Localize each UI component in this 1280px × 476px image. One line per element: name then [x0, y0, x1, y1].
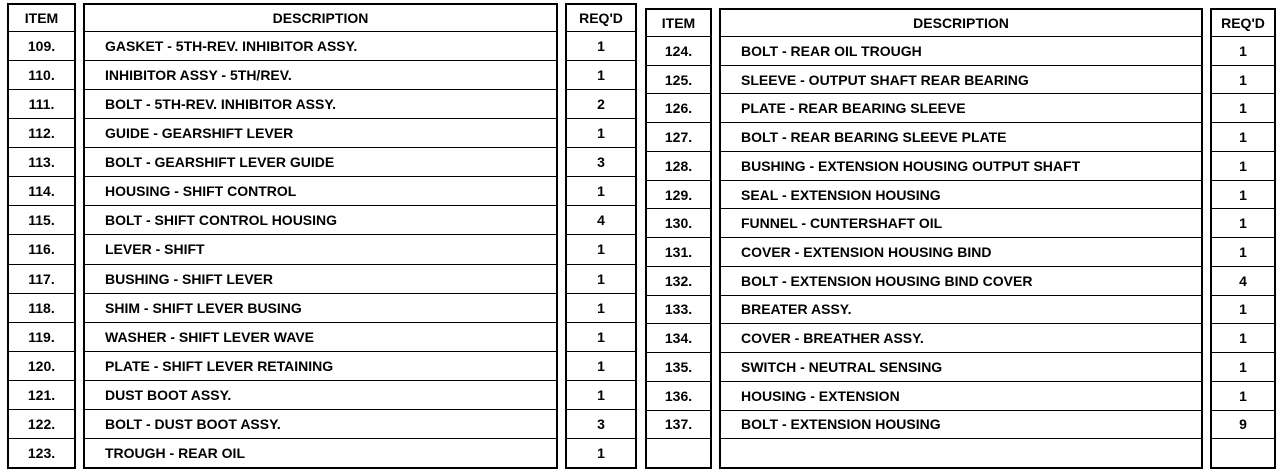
item-cell: 135. [647, 353, 710, 382]
item-cell: 116. [9, 235, 74, 264]
reqd-cell: 1 [1212, 152, 1274, 181]
description-cell: BOLT - SHIFT CONTROL HOUSING [85, 206, 556, 235]
item-cell: 110. [9, 61, 74, 90]
reqd-cell: 1 [1212, 209, 1274, 238]
item-cell: 115. [9, 206, 74, 235]
description-cell: BOLT - DUST BOOT ASSY. [85, 410, 556, 439]
item-cell: 122. [9, 410, 74, 439]
reqd-cells [567, 32, 635, 467]
description-cell: COVER - EXTENSION HOUSING BIND [721, 238, 1201, 267]
description-cell: BUSHING - EXTENSION HOUSING OUTPUT SHAFT [721, 152, 1201, 181]
description-cell: SHIM - SHIFT LEVER BUSING [85, 294, 556, 323]
item-cell: 129. [647, 181, 710, 210]
description-cell: BOLT - EXTENSION HOUSING BIND COVER [721, 267, 1201, 296]
description-cell: SLEEVE - OUTPUT SHAFT REAR BEARING [721, 66, 1201, 95]
reqd-cell: 2 [567, 90, 635, 119]
reqd-cell: 1 [567, 235, 635, 264]
item-cell: 113. [9, 148, 74, 177]
reqd-header: REQ'D [567, 5, 635, 32]
parts-table-left [7, 3, 637, 469]
reqd-header: REQ'D [1212, 10, 1274, 37]
description-cell [721, 439, 1201, 467]
item-cell: 132. [647, 267, 710, 296]
description-cell: GASKET - 5TH-REV. INHIBITOR ASSY. [85, 32, 556, 61]
description-cell: BOLT - 5TH-REV. INHIBITOR ASSY. [85, 90, 556, 119]
description-cell: FUNNEL - CUNTERSHAFT OIL [721, 209, 1201, 238]
reqd-cell: 1 [1212, 296, 1274, 325]
reqd-cell: 1 [1212, 94, 1274, 123]
description-cell: DUST BOOT ASSY. [85, 381, 556, 410]
reqd-cells [1212, 37, 1274, 467]
description-cell: COVER - BREATHER ASSY. [721, 324, 1201, 353]
reqd-cell: 1 [597, 444, 605, 461]
description-cell: BOLT - REAR BEARING SLEEVE PLATE [721, 123, 1201, 152]
description-cell: SEAL - EXTENSION HOUSING [721, 181, 1201, 210]
reqd-column [1210, 8, 1276, 469]
reqd-cell: 1 [567, 352, 635, 381]
item-cell: 123. [27, 444, 56, 461]
item-cell: 136. [647, 382, 710, 411]
reqd-cell: 4 [1212, 267, 1274, 296]
reqd-cell: 1 [1212, 123, 1274, 152]
item-cell: 137. [647, 411, 710, 440]
description-cell: BUSHING - SHIFT LEVER [85, 265, 556, 294]
description-cell: TROUGH - REAR OIL [105, 444, 245, 461]
reqd-column [565, 3, 637, 469]
item-cells [9, 32, 74, 467]
reqd-cell: 1 [567, 323, 635, 352]
reqd-cell: 4 [567, 206, 635, 235]
description-column [719, 8, 1203, 469]
description-cell: BOLT - REAR OIL TROUGH [721, 37, 1201, 66]
item-cell: 117. [9, 265, 74, 294]
item-cell: 120. [9, 352, 74, 381]
description-cell: HOUSING - SHIFT CONTROL [85, 177, 556, 206]
reqd-cell: 3 [567, 410, 635, 439]
item-cell [647, 439, 710, 467]
parts-table-right [645, 8, 1276, 469]
item-cell: 128. [647, 152, 710, 181]
item-cell: 109. [9, 32, 74, 61]
item-cell: 125. [647, 66, 710, 95]
reqd-cell: 9 [1212, 411, 1274, 440]
item-cell: 126. [647, 94, 710, 123]
reqd-cell: 1 [567, 381, 635, 410]
description-cell: INHIBITOR ASSY - 5TH/REV. [85, 61, 556, 90]
reqd-cell: 1 [567, 119, 635, 148]
item-cells [647, 37, 710, 467]
description-cell: PLATE - REAR BEARING SLEEVE [721, 94, 1201, 123]
description-cell: WASHER - SHIFT LEVER WAVE [85, 323, 556, 352]
reqd-cell [1212, 439, 1274, 467]
reqd-cell: 1 [1212, 181, 1274, 210]
description-cell: BOLT - GEARSHIFT LEVER GUIDE [85, 148, 556, 177]
item-cell: 131. [647, 238, 710, 267]
description-header: DESCRIPTION [721, 10, 1201, 37]
reqd-cell: 1 [567, 61, 635, 90]
item-cell: 134. [647, 324, 710, 353]
description-header: DESCRIPTION [85, 5, 556, 32]
item-cell: 127. [647, 123, 710, 152]
item-cell: 121. [9, 381, 74, 410]
description-cells [85, 32, 556, 467]
reqd-cell: 1 [567, 265, 635, 294]
item-column [7, 3, 76, 469]
description-cell: LEVER - SHIFT [85, 235, 556, 264]
description-cell: GUIDE - GEARSHIFT LEVER [85, 119, 556, 148]
reqd-cell: 1 [567, 177, 635, 206]
item-cell: 119. [9, 323, 74, 352]
description-cell: BREATER ASSY. [721, 296, 1201, 325]
description-cells [721, 37, 1201, 467]
reqd-cell: 1 [1212, 238, 1274, 267]
description-cell: SWITCH - NEUTRAL SENSING [721, 353, 1201, 382]
description-cell: PLATE - SHIFT LEVER RETAINING [85, 352, 556, 381]
reqd-cell: 1 [1212, 37, 1274, 66]
item-header: ITEM [647, 10, 710, 37]
item-column [645, 8, 712, 469]
reqd-cell: 3 [567, 148, 635, 177]
item-cell: 111. [9, 90, 74, 119]
reqd-cell: 1 [567, 294, 635, 323]
item-cell: 118. [9, 294, 74, 323]
reqd-cell: 1 [1212, 353, 1274, 382]
item-cell: 112. [9, 119, 74, 148]
item-cell: 133. [647, 296, 710, 325]
item-cell: 124. [647, 37, 710, 66]
item-cell: 130. [647, 209, 710, 238]
reqd-cell: 1 [1212, 66, 1274, 95]
item-cell: 114. [9, 177, 74, 206]
description-cell: HOUSING - EXTENSION [721, 382, 1201, 411]
reqd-cell: 1 [1212, 382, 1274, 411]
description-column [83, 3, 558, 469]
item-header: ITEM [9, 5, 74, 32]
reqd-cell: 1 [1212, 324, 1274, 353]
reqd-cell: 1 [567, 32, 635, 61]
description-cell: BOLT - EXTENSION HOUSING [721, 411, 1201, 440]
